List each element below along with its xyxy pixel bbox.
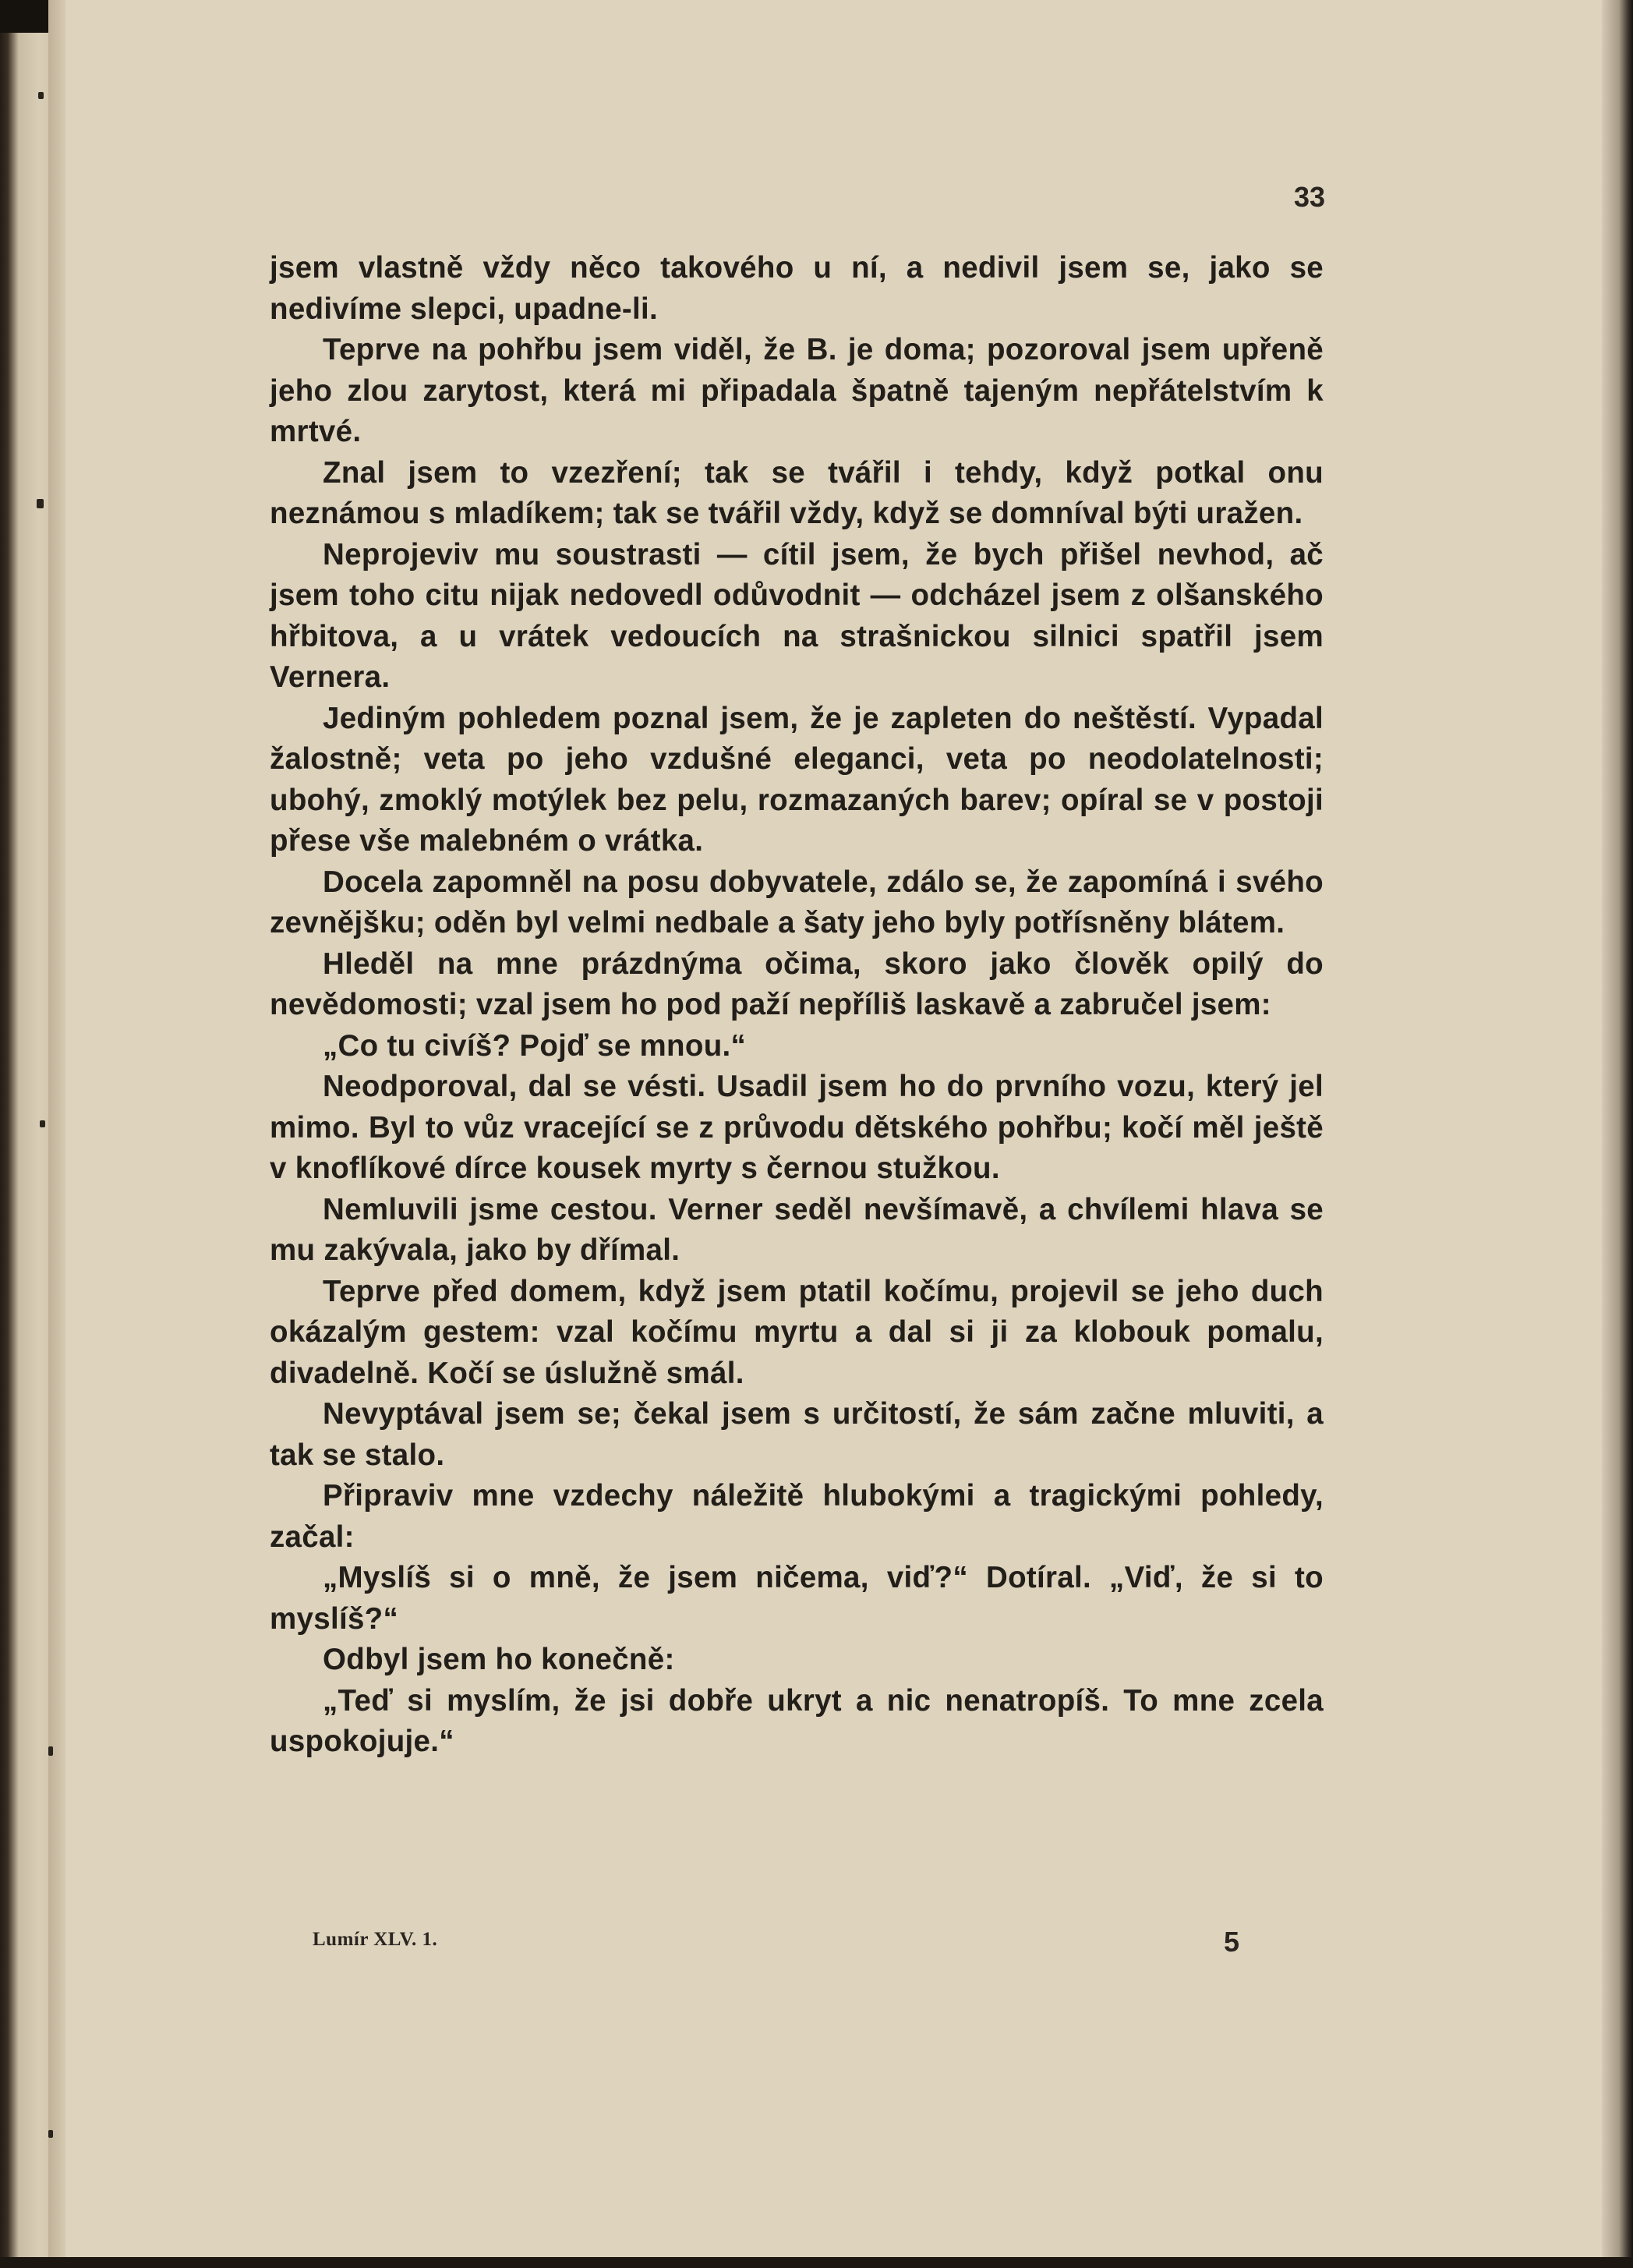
margin-speck <box>38 92 44 99</box>
binding-gutter <box>48 0 65 2268</box>
margin-speck <box>40 1120 45 1127</box>
scan-corner-shadow <box>0 0 55 33</box>
paragraph: Připraviv mne vzdechy náležitě hlubokými a tragickými pohledy, začal: <box>270 1479 1324 1554</box>
paragraph: jsem vlastně vždy něco takového u ní, a nedivil jsem se, jako se nedivíme slepci, upadne-li. <box>270 251 1324 326</box>
page-number: 33 <box>1293 181 1325 213</box>
paragraph: Jediným pohledem poznal jsem, že je zapleten do neštěstí. Vypadal žalostně; veta po jeho vzdušné eleganci, veta po neodolatelnosti; ubohý, zmoklý motýlek bez pelu, rozmazaných barev; opíral se v postoji přese vše malebném o vrátka. <box>270 701 1324 858</box>
paragraph: Teprve na pohřbu jsem viděl, že B. je doma; pozoroval jsem upřeně jeho zlou zarytost, která mi připadala špatně tajeným nepřátelstvím k mrtvé. <box>270 333 1324 448</box>
paragraph: Neprojeviv mu soustrasti — cítil jsem, že bych přišel nevhod, ač jsem toho citu nijak nedovedl odůvodnit — odcházel jsem z olšanského hřbitova, a u vrátek vedoucích na strašnickou silnici spatřil jsem Vernera. <box>270 537 1324 694</box>
paragraph: Teprve před domem, když jsem ptatil kočímu, projevil se jeho duch okázalým gestem: vzal kočímu myrtu a dal si ji za klobouk pomalu, divadelně. Kočí se úslužně smál. <box>270 1274 1324 1390</box>
paragraph: Hleděl na mne prázdnýma očima, skoro jako člověk opilý do nevědomosti; vzal jsem ho pod paží nepříliš laskavě a zabručel jsem: <box>270 946 1324 1021</box>
book-spine-edge <box>0 0 48 2268</box>
body-text <box>270 248 1324 1763</box>
dialogue-line: „Teď si myslím, že jsi dobře ukryt a nic nenatropíš. To mne zcela uspokojuje.“ <box>270 1683 1324 1758</box>
paragraph: Nevyptával jsem se; čekal jsem s určitostí, že sám začne mluviti, a tak se stalo. <box>270 1397 1324 1472</box>
paragraph: Znal jsem to vzezření; tak se tvářil i tehdy, když potkal onu neznámou s mladíkem; tak se tvářil vždy, když se domníval býti uražen. <box>270 455 1324 530</box>
margin-speck <box>48 2130 53 2138</box>
footer-signature: Lumír XLV. 1. <box>313 1929 438 1950</box>
page-right-edge <box>1602 0 1633 2268</box>
dialogue-line: „Co tu civíš? Pojď se mnou.“ <box>323 1028 747 1063</box>
page-bottom-edge <box>0 2257 1633 2268</box>
paragraph: Nemluvili jsme cestou. Verner seděl nevšímavě, a chvílemi hlava se mu zakývala, jako by dřímal. <box>270 1192 1324 1267</box>
paragraph: Neodporoval, dal se vésti. Usadil jsem ho do prvního vozu, který jel mimo. Byl to vůz vracející se z průvodu dětského pohřbu; kočí měl ještě v knoflíkové dírce kousek myrty s černou stužkou. <box>270 1070 1324 1185</box>
dialogue-line: „Myslíš si o mně, že jsem ničema, viď?“ Dotíral. „Viď, že si to myslíš?“ <box>270 1561 1324 1636</box>
margin-speck <box>48 1746 53 1756</box>
paragraph: Odbyl jsem ho konečně: <box>323 1643 675 1676</box>
sheet-number: 5 <box>1223 1926 1240 1958</box>
paragraph: Docela zapomněl na posu dobyvatele, zdálo se, že zapomíná i svého zevnějšku; oděn byl velmi nedbale a šaty jeho byly potřísněny blátem. <box>270 865 1324 939</box>
margin-speck <box>37 499 44 508</box>
